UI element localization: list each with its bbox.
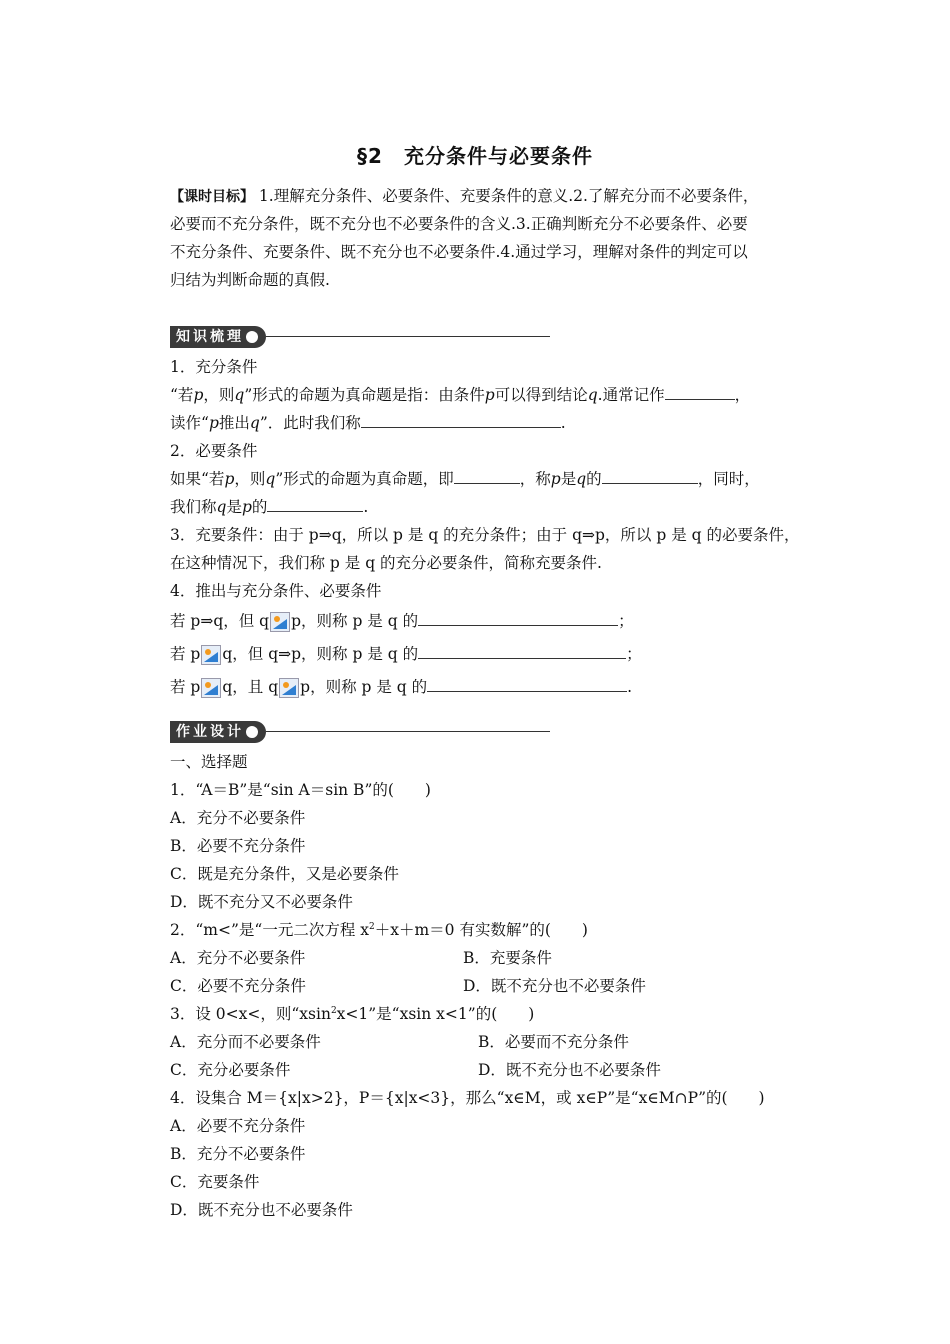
bullet-dot-icon (246, 726, 258, 738)
fill-blank[interactable] (418, 644, 626, 659)
not-implies-icon (201, 678, 221, 698)
k1-line-1: “若p，则q”形式的命题为真命题是指：由条件p可以得到结论q.通常记作 ， (170, 386, 751, 404)
fill-blank[interactable] (418, 611, 618, 626)
bullet-dot-icon (246, 331, 258, 343)
fill-blank[interactable] (427, 677, 627, 692)
q1-option-b[interactable]: B．必要不充分条件 (170, 837, 306, 855)
q1-stem: 1．“A＝B”是“sin A＝sin B”的( ) (170, 781, 431, 799)
k1-heading: 1．充分条件 (170, 358, 258, 376)
section-label: 作业设计 (170, 721, 266, 743)
fill-blank[interactable] (602, 469, 698, 484)
k2-heading: 2．必要条件 (170, 442, 258, 460)
k3-line-1: 3．充要条件：由于 p⇒q，所以 p 是 q 的充分条件；由于 q⇒p，所以 p 是 q 的必要条件， (170, 526, 800, 544)
q4-option-d[interactable]: D．既不充分也不必要条件 (170, 1201, 353, 1219)
q3-option-a[interactable]: A．充分而不必要条件 (170, 1033, 321, 1051)
section-label: 知识梳理 (170, 326, 266, 348)
objectives-line-2: 必要而不充分条件，既不充分也不必要条件的含义.3.正确判断充分不必要条件、必要 (170, 215, 748, 233)
fill-blank[interactable] (665, 385, 735, 400)
hw-part-title: 一、选择题 (170, 753, 248, 771)
q2-stem: 2．“m<”是“一元二次方程 $x^2+x+m=0$ 有实数解”的( ) (170, 921, 588, 939)
q2-option-c[interactable]: C．必要不充分条件 (170, 977, 306, 995)
q4-stem: 4．设集合 M＝{x|x>2}，P＝{x|x<3}，那么“x∈M，或 x∈P”是“x∈M∩P”的( ) (170, 1089, 765, 1107)
page-title: §2 充分条件与必要条件 (357, 144, 593, 168)
fill-blank[interactable] (454, 469, 520, 484)
q1-option-c[interactable]: C．既是充分条件，又是必要条件 (170, 865, 399, 883)
k2-line-1: 如果“若p，则q”形式的命题为真命题，即 ，称p是q的 ，同时， (170, 470, 760, 488)
objectives-text-1: 1.理解充分条件、必要条件、充要条件的意义.2.了解充分而不必要条件， (254, 187, 759, 205)
k1-line-2: 读作“p推出q”．此时我们称 . (170, 414, 566, 432)
objectives-tag: 【课时目标】 (170, 189, 254, 205)
q3-option-d[interactable]: D．既不充分也不必要条件 (478, 1061, 661, 1079)
fill-blank[interactable] (267, 497, 363, 512)
q1-option-d[interactable]: D．既不充分又不必要条件 (170, 893, 353, 911)
k4-row-1: 若 p⇒q，但 q p，则称 p 是 q 的 ； (170, 612, 634, 630)
k4-row-3: 若 p q，且 q p，则称 p 是 q 的 . (170, 678, 633, 696)
q2-option-a[interactable]: A．充分不必要条件 (170, 949, 306, 967)
objectives-line-3: 不充分条件、充要条件、既不充分也不必要条件.4.通过学习，理解对条件的判定可以 (170, 243, 748, 261)
k3-line-2: 在这种情况下，我们称 p 是 q 的充分必要条件，简称充要条件. (170, 554, 602, 572)
q4-option-b[interactable]: B．充分不必要条件 (170, 1145, 306, 1163)
q3-option-c[interactable]: C．充分必要条件 (170, 1061, 291, 1079)
q1-option-a[interactable]: A．充分不必要条件 (170, 809, 306, 827)
q4-option-a[interactable]: A．必要不充分条件 (170, 1117, 306, 1135)
k4-heading: 4．推出与充分条件、必要条件 (170, 582, 382, 600)
k2-line-2: 我们称q是p的 . (170, 498, 369, 516)
section-divider (266, 336, 550, 337)
not-implies-icon (279, 678, 299, 698)
q2-option-b[interactable]: B．充要条件 (463, 949, 552, 967)
q2-option-d[interactable]: D．既不充分也不必要条件 (463, 977, 646, 995)
k4-row-2: 若 p q，但 q⇒p，则称 p 是 q 的 ； (170, 645, 642, 663)
q3-stem: 3．设 0<x<，则“xsin$^2$x<1”是“xsin x<1”的( ) (170, 1005, 535, 1023)
not-implies-icon (201, 645, 221, 665)
objectives-line-4: 归结为判断命题的真假. (170, 271, 330, 289)
section-divider (266, 731, 550, 732)
q3-option-b[interactable]: B．必要而不充分条件 (478, 1033, 629, 1051)
objectives-line-1 (170, 186, 758, 207)
q4-option-c[interactable]: C．充要条件 (170, 1173, 260, 1191)
not-implies-icon (270, 612, 290, 632)
fill-blank[interactable] (361, 413, 561, 428)
